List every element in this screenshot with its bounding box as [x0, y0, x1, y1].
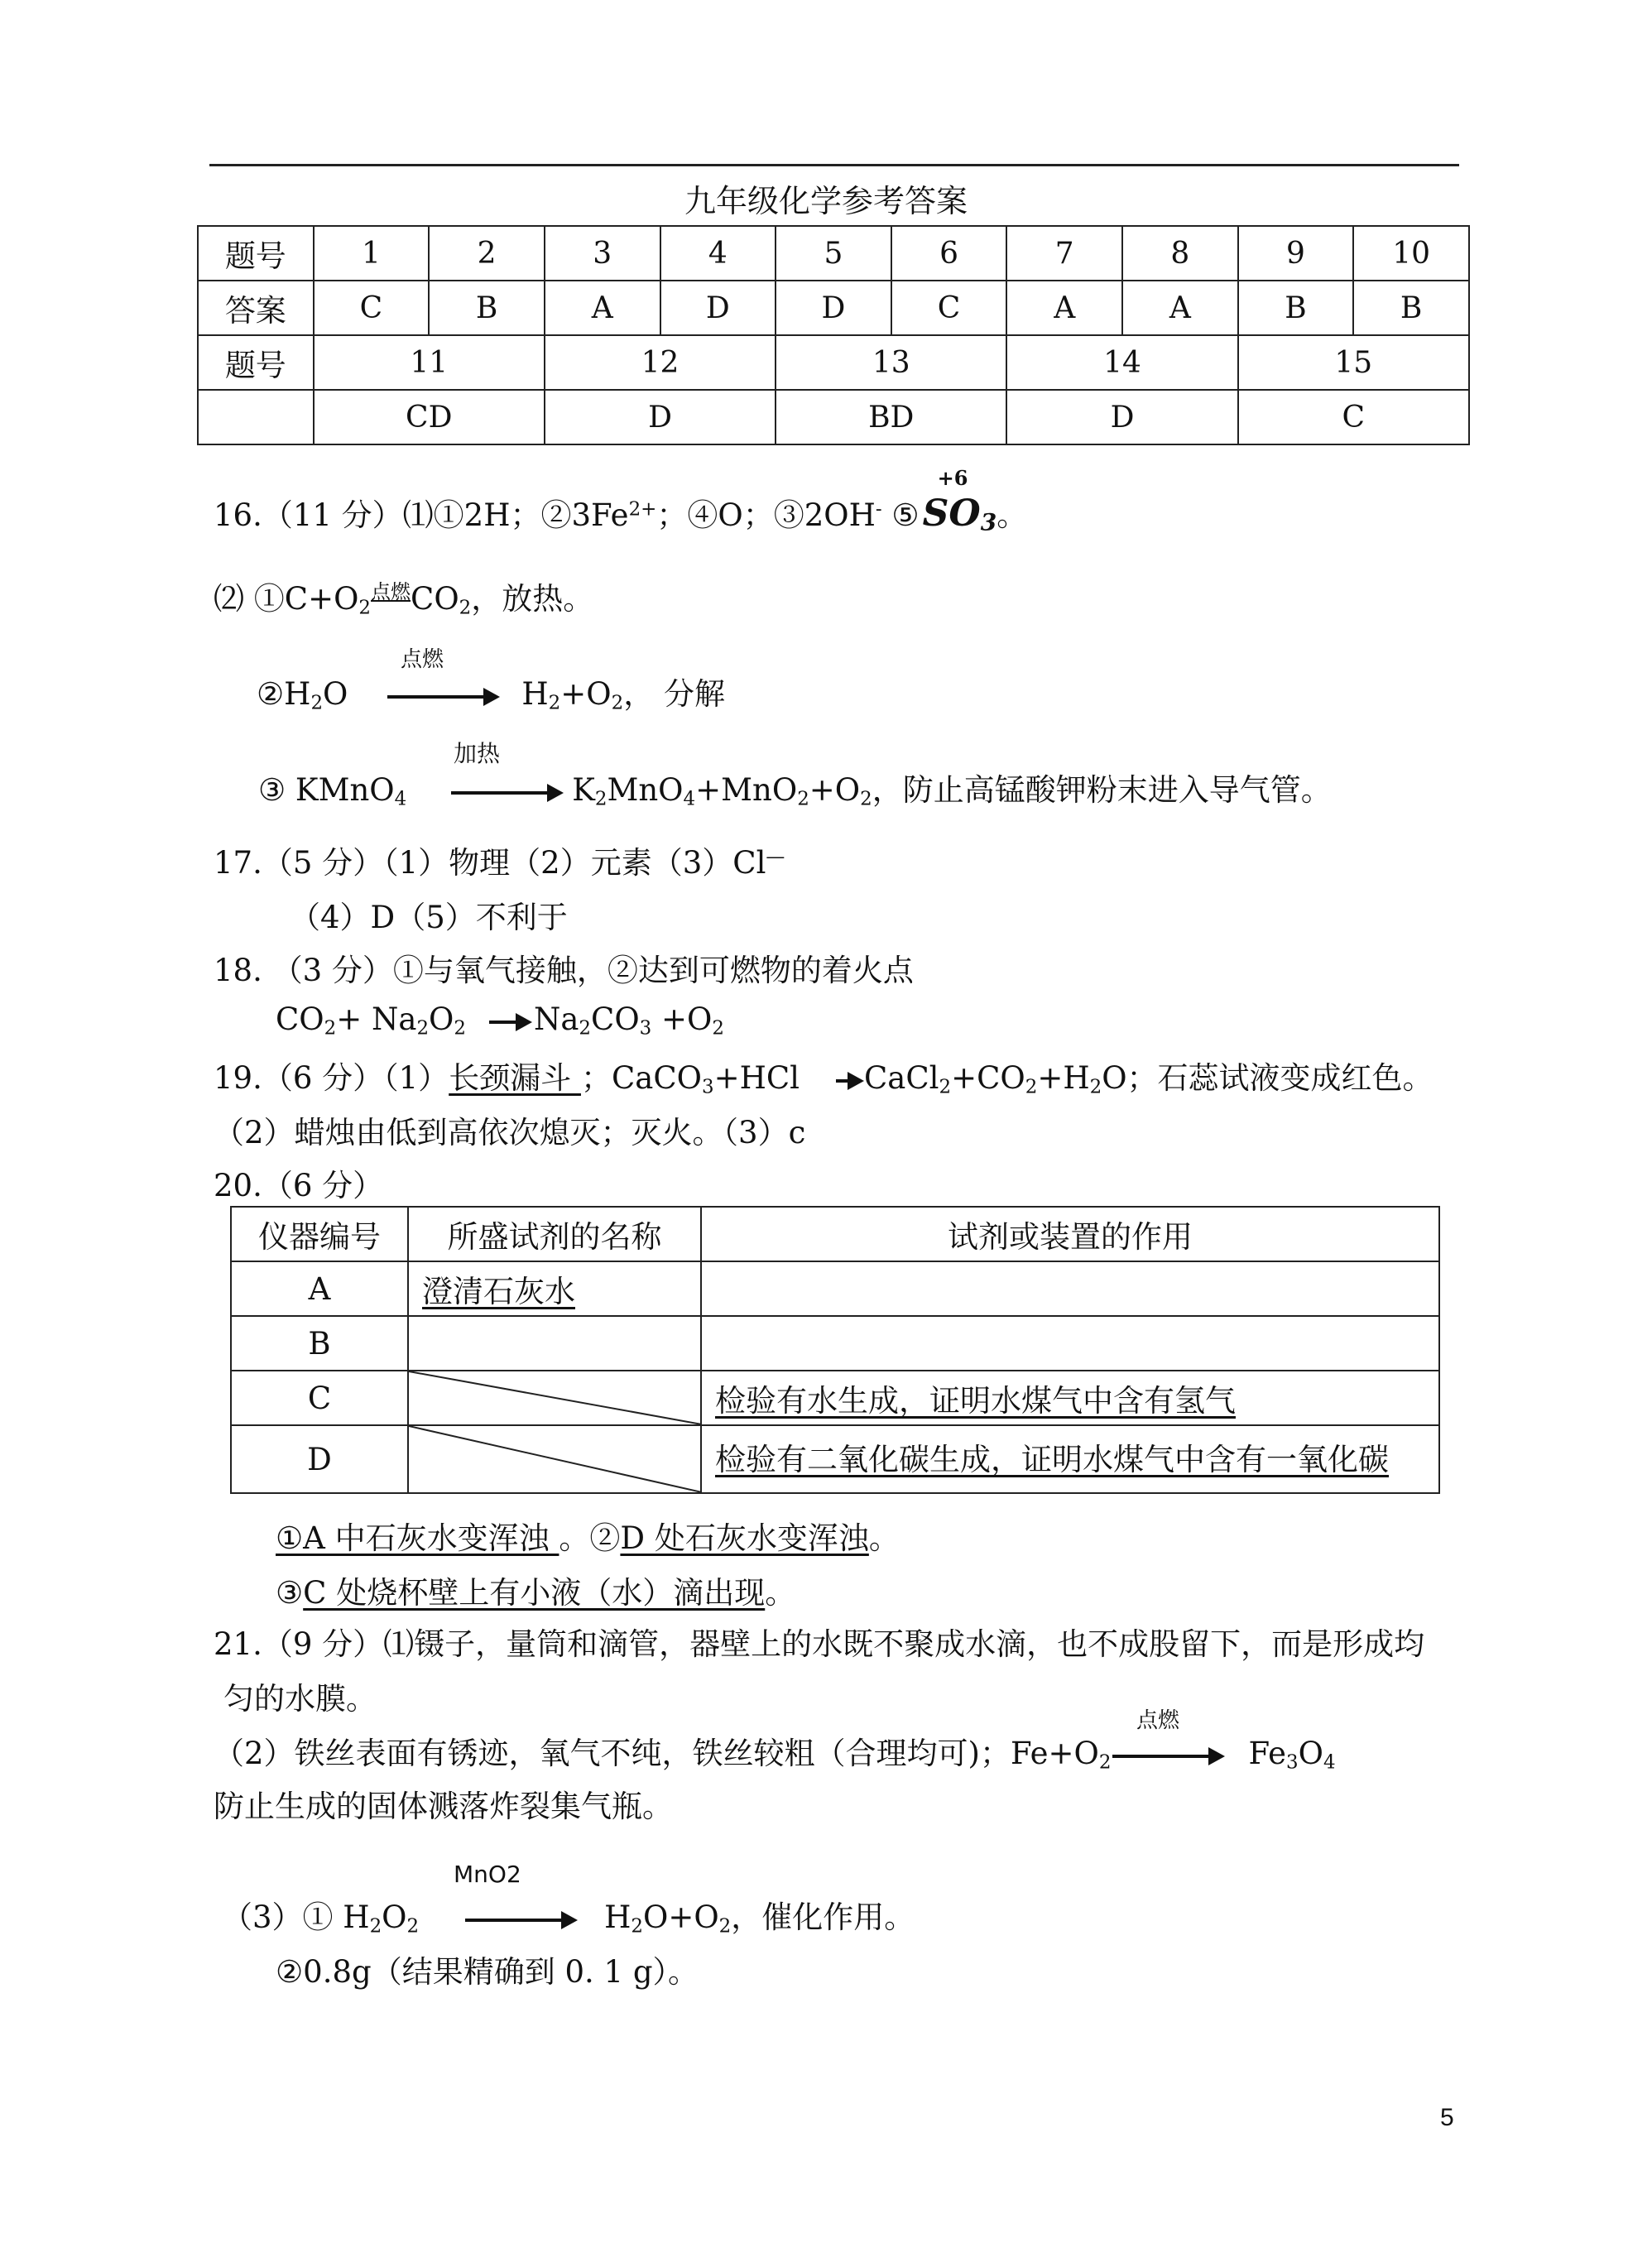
table-cell — [701, 1316, 1439, 1371]
q20-head: 20.（6 分） — [214, 1168, 384, 1203]
table-cell: 10 — [1353, 226, 1469, 281]
table-cell: D — [660, 281, 776, 335]
table-cell — [701, 1425, 1439, 1493]
table-cell: 12 — [545, 335, 776, 390]
text: ⑤ — [881, 497, 920, 533]
text: +O — [809, 772, 861, 808]
q21-line5 — [222, 1892, 915, 1938]
condition-label: 点燃 — [371, 579, 411, 603]
q20-note2 — [276, 1568, 795, 1612]
subscript: 2 — [712, 1017, 724, 1040]
diagonal-slash — [409, 1371, 702, 1424]
text: O — [323, 676, 348, 712]
subscript: 2 — [579, 1017, 592, 1040]
table-row — [231, 1371, 1439, 1425]
table-cell: A — [231, 1261, 408, 1316]
table-cell — [408, 1425, 701, 1493]
q16-2b-line — [257, 669, 725, 714]
table-cell: 11 — [314, 335, 545, 390]
table-cell: 7 — [1006, 226, 1122, 281]
table-cell: 题号 — [198, 335, 314, 390]
table-cell: 2 — [429, 226, 545, 281]
text: ⑵ ①C+O — [214, 581, 359, 617]
table-row — [231, 1316, 1439, 1371]
text: H — [604, 1899, 632, 1935]
text: CO — [411, 581, 459, 617]
text: ③ KMnO — [258, 772, 395, 808]
table-cell: D — [776, 281, 891, 335]
reaction-arrow-icon — [1112, 1755, 1220, 1758]
table-cell — [701, 1261, 1439, 1316]
q18-equation — [276, 1001, 724, 1040]
subscript: 2 — [611, 692, 624, 714]
q17-line2: （4）D（5）不利于 — [290, 900, 568, 935]
table-cell: A — [1122, 281, 1238, 335]
table-cell: B — [429, 281, 545, 335]
table-cell: A — [1006, 281, 1122, 335]
q19-line2: （2）蜡烛由低到高依次熄灭；灭火。（3）c — [214, 1115, 806, 1150]
table-cell: CD — [314, 390, 545, 444]
table-cell: 8 — [1122, 226, 1238, 281]
q16-2a-line — [214, 574, 593, 619]
subscript: 2 — [310, 692, 324, 714]
subscript: 2 — [454, 1017, 466, 1040]
table-cell: C — [891, 281, 1007, 335]
text: O — [382, 1899, 407, 1935]
answer-table — [197, 225, 1470, 445]
text: 。 — [868, 1520, 900, 1556]
subscript: 2 — [718, 1915, 732, 1938]
text: 检验有二氧化碳生成，证明水煤气中含有一氧化碳 — [715, 1442, 1389, 1477]
text: ①A 中石灰水变浑浊 — [276, 1520, 559, 1556]
text: ②H — [257, 676, 311, 712]
reaction-arrow-icon — [465, 1919, 573, 1922]
table-cell — [198, 390, 314, 444]
text: （2）铁丝表面有锈迹，氧气不纯，铁丝较粗（合理均可)；Fe+O — [214, 1736, 1099, 1771]
text: +CO — [951, 1060, 1025, 1096]
text: O — [429, 1001, 454, 1037]
table-cell: 5 — [776, 226, 891, 281]
text: CO — [591, 1001, 640, 1037]
q21-line2: 匀的水膜。 — [223, 1681, 377, 1717]
q21-line3 — [214, 1728, 1336, 1774]
answer-blank: 长颈漏斗 — [449, 1060, 581, 1096]
table-cell: 1 — [314, 226, 430, 281]
subscript: 2 — [324, 1017, 337, 1040]
table-cell — [408, 1371, 701, 1425]
table-cell — [408, 1261, 701, 1316]
table-row — [198, 226, 1469, 281]
text: +O — [560, 676, 612, 712]
subscript: 2 — [1098, 1751, 1112, 1774]
text: S — [922, 492, 949, 535]
text: ，放热。 — [471, 581, 594, 617]
table-header-cell: 仪器编号 — [231, 1207, 408, 1261]
table-cell: B — [1353, 281, 1469, 335]
table-cell — [408, 1316, 701, 1371]
text: ；CaCO — [580, 1060, 702, 1096]
diagonal-slash — [409, 1426, 702, 1492]
table-cell: 3 — [545, 226, 660, 281]
text: 16.（11 分）⑴①2H；②3Fe — [214, 497, 629, 533]
table-cell: BD — [776, 390, 1006, 444]
text: +MnO — [695, 772, 798, 808]
text: Na — [533, 1001, 579, 1037]
subscript: 2 — [594, 788, 607, 810]
text: +HCl — [713, 1060, 800, 1096]
text: 19.（6 分）（1） — [214, 1060, 449, 1096]
text: ，防止高锰酸钾粉末进入导气管。 — [872, 772, 1332, 808]
top-rule — [209, 164, 1459, 166]
subscript: 4 — [394, 788, 407, 810]
subscript: 2 — [459, 597, 472, 619]
subscript: 2 — [358, 597, 372, 619]
apparatus-table — [230, 1206, 1440, 1494]
q16-line — [214, 466, 1028, 536]
text: ③ — [276, 1575, 304, 1611]
q19-line1 — [214, 1053, 1433, 1098]
q16-2c-line — [258, 765, 1332, 810]
table-cell: 答案 — [198, 281, 314, 335]
table-cell: A — [545, 281, 660, 335]
table-cell: D — [1006, 390, 1237, 444]
subscript: 3 — [1286, 1751, 1299, 1774]
text: 检验有水生成，证明水煤气中含有氢气 — [715, 1383, 1236, 1419]
q21-line4: 防止生成的固体溅落炸裂集气瓶。 — [214, 1789, 673, 1824]
subscript: 4 — [683, 788, 696, 810]
text: + Na — [336, 1001, 417, 1037]
table-cell: D — [231, 1425, 408, 1493]
subscript: 2 — [860, 788, 872, 810]
table-row — [231, 1425, 1439, 1493]
table-row — [198, 281, 1469, 335]
table-cell: 9 — [1238, 226, 1354, 281]
table-row — [231, 1207, 1439, 1261]
text: O+O — [642, 1899, 719, 1935]
subscript: 4 — [1323, 1751, 1336, 1774]
subscript: 2 — [406, 1915, 420, 1938]
text: O；石蕊试液变成红色。 — [1102, 1060, 1433, 1096]
oxidation-formula — [920, 466, 997, 536]
table-row — [198, 335, 1469, 390]
table-cell: 6 — [891, 226, 1007, 281]
text: ，催化作用。 — [731, 1899, 915, 1935]
superscript: — — [766, 846, 785, 868]
text: MnO — [607, 772, 684, 808]
table-cell: B — [1238, 281, 1354, 335]
text: 3 — [980, 508, 997, 536]
text: （3）① H — [222, 1899, 370, 1935]
superscript: - — [875, 498, 882, 521]
table-cell: C — [314, 281, 430, 335]
table-cell: 13 — [776, 335, 1006, 390]
subscript: 3 — [639, 1017, 652, 1040]
subscript: 2 — [369, 1915, 382, 1938]
reaction-condition: 点燃 — [1136, 1708, 1180, 1733]
table-cell: B — [231, 1316, 408, 1371]
oxidation-number: +6 — [937, 466, 968, 490]
table-cell — [701, 1371, 1439, 1425]
reaction-arrow-icon — [387, 695, 495, 699]
text: O — [1298, 1736, 1323, 1771]
table-row — [231, 1261, 1439, 1316]
table-cell: D — [545, 390, 776, 444]
text: Fe — [1248, 1736, 1286, 1771]
table-cell: 题号 — [198, 226, 314, 281]
text: 。 — [765, 1575, 796, 1611]
text: D 处石灰水变浑浊 — [620, 1520, 869, 1556]
text: 17.（5 分）（1）物理（2）元素（3）Cl — [214, 845, 766, 881]
text: ；④O；③2OH — [656, 497, 876, 533]
text: H — [521, 676, 549, 712]
text: CaCl — [863, 1060, 939, 1096]
reaction-condition: MnO2 — [454, 1861, 521, 1888]
subscript: 3 — [701, 1076, 714, 1098]
superscript: 2+ — [628, 498, 657, 521]
reaction-arrow-icon — [451, 791, 559, 795]
text: K — [572, 772, 595, 808]
table-cell: C — [1238, 390, 1469, 444]
text: +H — [1037, 1060, 1090, 1096]
subscript: 2 — [1089, 1076, 1102, 1098]
text: 澄清石灰水 — [422, 1274, 575, 1309]
reaction-arrow-icon — [836, 1079, 859, 1083]
q17-line1 — [214, 838, 785, 882]
reaction-condition: 加热 — [454, 740, 501, 767]
table-header-cell: 所盛试剂的名称 — [408, 1207, 701, 1261]
subscript: 2 — [631, 1915, 643, 1938]
table-cell: 4 — [660, 226, 776, 281]
table-cell: C — [231, 1371, 408, 1425]
text: C 处烧杯壁上有小液（水）滴出现 — [303, 1575, 766, 1611]
q20-note1 — [276, 1513, 900, 1558]
reaction-condition: 点燃 — [401, 647, 444, 672]
text: +O — [651, 1001, 713, 1037]
subscript: 2 — [1025, 1076, 1038, 1098]
q18-line1: 18. （3 分）①与氧气接触，②达到可燃物的着火点 — [214, 953, 914, 988]
q21-line6: ②0.8g（结果精确到 0. 1 g）。 — [276, 1954, 699, 1990]
subscript: 2 — [797, 788, 809, 810]
text: O — [948, 492, 981, 535]
table-header-cell: 试剂或装置的作用 — [701, 1207, 1439, 1261]
subscript: 2 — [939, 1076, 952, 1098]
table-row — [198, 390, 1469, 444]
text: 。② — [559, 1520, 621, 1556]
reaction-arrow-icon — [489, 1021, 527, 1024]
q21-line1: 21.（9 分）⑴镊子，量筒和滴管，器壁上的水既不聚成水滴，也不成股留下，而是形成均 — [214, 1626, 1425, 1662]
text: 。 — [996, 497, 1028, 533]
table-cell: 15 — [1238, 335, 1469, 390]
text: ， 分解 — [623, 676, 725, 712]
page-number: 5 — [1440, 2104, 1454, 2131]
subscript: 2 — [548, 692, 561, 714]
table-cell: 14 — [1006, 335, 1237, 390]
text: CO — [276, 1001, 324, 1037]
page-title: 九年级化学参考答案 — [684, 183, 968, 219]
subscript: 2 — [416, 1017, 430, 1040]
